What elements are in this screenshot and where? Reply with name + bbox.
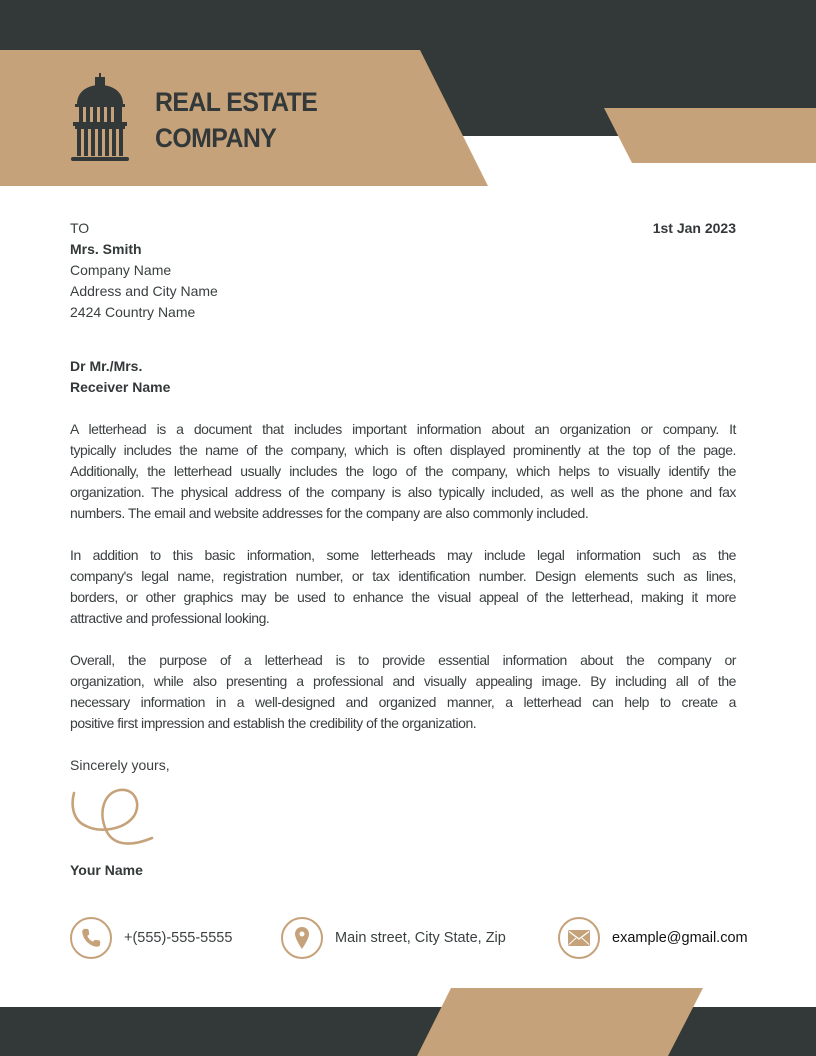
email-address[interactable]: example@gmail.com [612, 930, 748, 946]
letter-date: 1st Jan 2023 [652, 220, 736, 236]
paragraph-2 [70, 545, 736, 629]
body-line: A letterhead is a document that includes important information about an organization or company. It [70, 421, 736, 437]
footer-dark-band [0, 1007, 816, 1056]
recipient-company: Company Name [70, 262, 172, 278]
capitol-building-icon [71, 73, 129, 163]
recipient-block [70, 218, 218, 323]
company-name-line2: COMPANY [155, 123, 277, 153]
body-line: organization. The physical address of the company is also typically included, as well as the phone and fax [70, 484, 736, 500]
company-name [155, 84, 317, 156]
recipient-country: 2424 Country Name [70, 304, 196, 320]
closing: Sincerely yours, [70, 757, 170, 773]
signature-scribble-icon [68, 786, 158, 852]
to-label: TO [70, 220, 90, 236]
body-line: positive first impression and establish the credibility of the organization. [70, 715, 477, 731]
company-name-line1: REAL ESTATE [155, 87, 318, 117]
contact-email [558, 917, 748, 959]
paragraph-3 [70, 650, 736, 734]
salutation [70, 356, 170, 398]
paragraph-1 [70, 419, 736, 524]
body-line: In addition to this basic information, some letterheads may include legal information such as the [70, 547, 736, 563]
header-tan-accent [604, 108, 816, 163]
letter-body [70, 419, 736, 755]
address-text: Main street, City State, Zip [335, 930, 506, 946]
body-line: Overall, the purpose of a letterhead is to provide essential information about the company or [70, 652, 736, 668]
location-pin-icon [281, 917, 323, 959]
body-line: typically includes the name of the company, which is often displayed prominently at the top of the page. [70, 442, 736, 458]
contact-address [281, 917, 506, 959]
body-line: borders, or other graphics may be used to enhance the visual appeal of the letterhead, making it more [70, 589, 736, 605]
recipient-address: Address and City Name [70, 283, 218, 299]
signer-name: Your Name [70, 862, 143, 878]
contact-phone [70, 917, 232, 959]
salutation-line1: Dr Mr./Mrs. [70, 358, 143, 374]
phone-number: +(555)-555-5555 [124, 930, 233, 946]
phone-icon [70, 917, 112, 959]
recipient-name: Mrs. Smith [70, 241, 142, 257]
body-line: attractive and professional looking. [70, 610, 270, 626]
envelope-icon [558, 917, 600, 959]
body-line: numbers. The email and website addresses for the company are also commonly included. [70, 505, 589, 521]
body-line: necessary information in a well-designed and organized manner, a letterhead can help to create a [70, 694, 736, 710]
salutation-line2: Receiver Name [70, 379, 171, 395]
body-line: Additionally, the letterhead usually includes the logo of the company, which helps to visually identify the [70, 463, 736, 479]
footer-tan-accent [417, 988, 703, 1056]
body-line: organization, while also presenting a professional and visually appealing image. By including all of the [70, 673, 736, 689]
body-line: company's legal name, registration number, or tax identification number. Design elements such as lines, [70, 568, 736, 584]
